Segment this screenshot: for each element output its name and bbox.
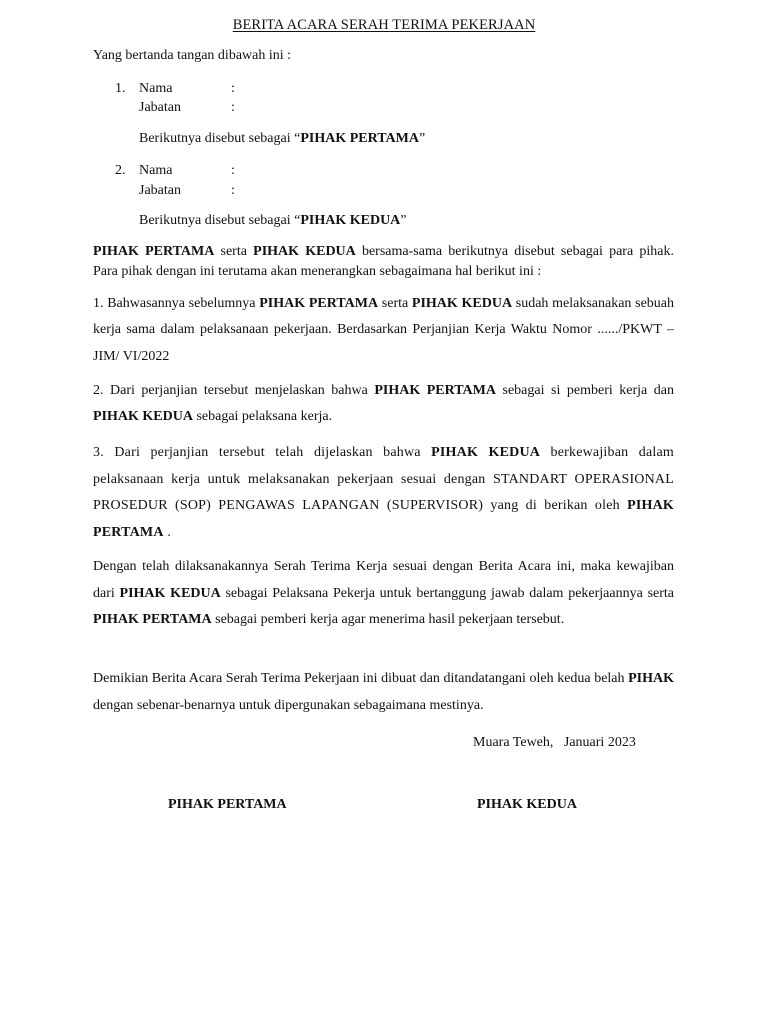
party-2-name-label: Nama [139,163,173,178]
point-1-paragraph: 1. Bahwasannya sebelumnya PIHAK PERTAMA serta PIHAK KEDUA sudah melaksanakan sebuah kerja sama dalam pelaksanaan pekerjaan. Berdasarkan Perjanjian Kerja Waktu Nomor ....../PKWT – JIM/ VI/2022 [93,296,674,364]
party-1-designation: Berikutnya disebut sebagai “PIHAK PERTAMA” [139,131,426,146]
party-1-position-label: Jabatan [139,100,181,115]
closing-paragraph-1: Dengan telah dilaksanakannya Serah Terima Kerja sesuai dengan Berita Acara ini, maka kewajiban dari PIHAK KEDUA sebagai Pelaksana Pekerja untuk bertanggung jawab dalam pekerjaannya serta PIHAK PERTAMA sebagai pemberi kerja agar menerima hasil pekerjaan tersebut. [93,559,675,627]
point-2-paragraph: 2. Dari perjanjian tersebut menjelaskan bahwa PIHAK PERTAMA sebagai si pemberi kerja dan PIHAK KEDUA sebagai pelaksana kerja. [93,383,674,425]
party-1-position-colon: : [231,100,235,115]
signature-label-second-party: PIHAK KEDUA [477,797,577,812]
party-2-position-colon: : [231,183,235,198]
point-3-paragraph: 3. Dari perjanjian tersebut telah dijelaskan bahwa PIHAK KEDUA berkewajiban dalam pelaksanaan kerja untuk melaksanakan pekerjaan sesuai dengan STANDART OPERASIONAL PROSEDUR (SOP) PENGAWAS LAPANGAN (SUPERVISOR) yang di berikan oleh PIHAK PERTAMA . [93,445,674,540]
document-title: BERITA ACARA SERAH TERIMA PEKERJAAN [232,17,536,33]
party-2-number: 2. [115,163,126,178]
intro-text: Yang bertanda tangan dibawah ini : [93,48,292,63]
summary-paragraph: PIHAK PERTAMA serta PIHAK KEDUA bersama-sama berikutnya disebut sebagai para pihak. Para pihak dengan ini terutama akan menerangkan sebagaimana hal berikut ini : [93,244,674,279]
party-1-name-label: Nama [139,81,173,96]
party-2-name-colon: : [231,163,235,178]
party-2-position-label: Jabatan [139,183,181,198]
party-2-designation: Berikutnya disebut sebagai “PIHAK KEDUA” [139,213,407,228]
signature-label-first-party: PIHAK PERTAMA [168,797,287,812]
place-date: Muara Teweh, Januari 2023 [473,735,636,750]
party-1-name-colon: : [231,81,235,96]
party-1-number: 1. [115,81,126,96]
closing-paragraph-2: Demikian Berita Acara Serah Terima Pekerjaan ini dibuat dan ditandatangani oleh kedua belah PIHAK dengan sebenar-benarnya untuk dipergunakan sebagaimana mestinya. [93,671,674,713]
